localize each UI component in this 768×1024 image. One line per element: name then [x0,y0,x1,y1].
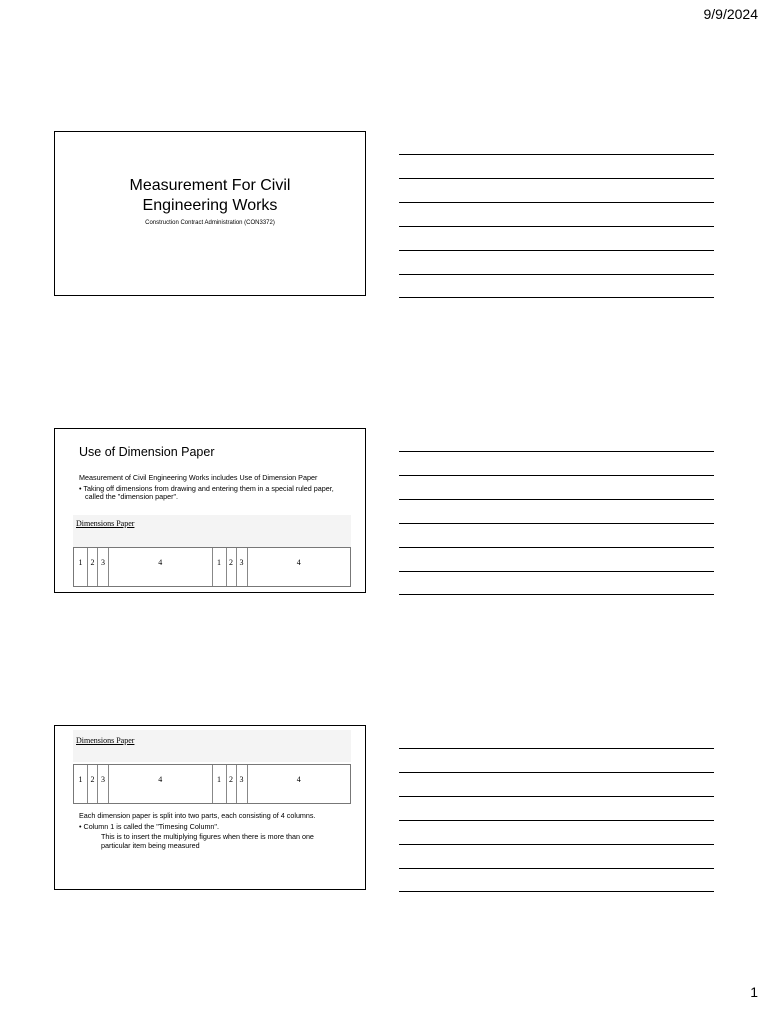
dimension-column: 4 [296,775,301,784]
note-line [399,178,714,179]
print-date: 9/9/2024 [703,6,758,22]
slide-2-intro: Measurement of Civil Engineering Works includes Use of Dimension Paper [79,473,318,482]
note-line [399,891,714,892]
slide-2 [54,428,366,593]
note-line [399,571,714,572]
dimension-paper-background [73,730,351,762]
dimension-column: 1 [213,548,227,586]
note-line [399,523,714,524]
note-line [399,451,714,452]
note-line [399,202,714,203]
slide-1-title: Measurement For Civil Engineering Works [129,177,291,214]
note-line [399,594,714,595]
slide-2-title: Use of Dimension Paper [79,445,215,459]
slide-1 [54,131,366,296]
dimension-column: 4 [109,548,213,586]
dimension-paper-table [73,764,351,804]
dimension-column: 3 [237,548,248,586]
dimension-column: 2 [88,765,98,803]
note-line [399,547,714,548]
page-number: 1 [750,984,758,1000]
dimension-column: 3 [237,765,248,803]
dimension-column: 2 [227,548,237,586]
dimension-paper-label: Dimensions Paper [76,736,135,745]
slide-3-indent: This is to insert the multiplying figures when there is more than one particular item being measured [101,832,314,850]
dimension-column: 3 [98,765,109,803]
note-line [399,499,714,500]
note-line [399,868,714,869]
note-line [399,250,714,251]
dimension-column: 1 [74,765,88,803]
slide-3-para: Each dimension paper is split into two parts, each consisting of 4 columns. [79,811,316,820]
note-line [399,772,714,773]
slide-2-bullet: • Taking off dimensions from drawing and entering them in a special ruled paper, called the "dimension paper". [79,483,334,502]
slide-1-subtitle: Construction Contract Administration (CON3372) [145,220,275,226]
dimension-paper-table [73,547,351,587]
dimension-column: 2 [88,548,98,586]
dimension-column: 1 [213,765,227,803]
note-line [399,844,714,845]
slide-3-bullet: • Column 1 is called the "Timesing Column". [79,821,219,831]
dimension-column: 4 [109,765,213,803]
dimension-column: 2 [227,765,237,803]
note-line [399,748,714,749]
note-line [399,820,714,821]
note-line [399,796,714,797]
slide-2-body [79,474,344,502]
dimension-paper-label: Dimensions Paper [76,519,135,528]
dimension-column: 3 [98,548,109,586]
note-line [399,297,714,298]
note-line [399,226,714,227]
dimension-column: 4 [296,558,301,567]
dimension-column: 1 [74,548,88,586]
slide-3 [54,725,366,890]
slide-3-body [79,812,344,850]
note-line [399,154,714,155]
note-line [399,274,714,275]
note-line [399,475,714,476]
